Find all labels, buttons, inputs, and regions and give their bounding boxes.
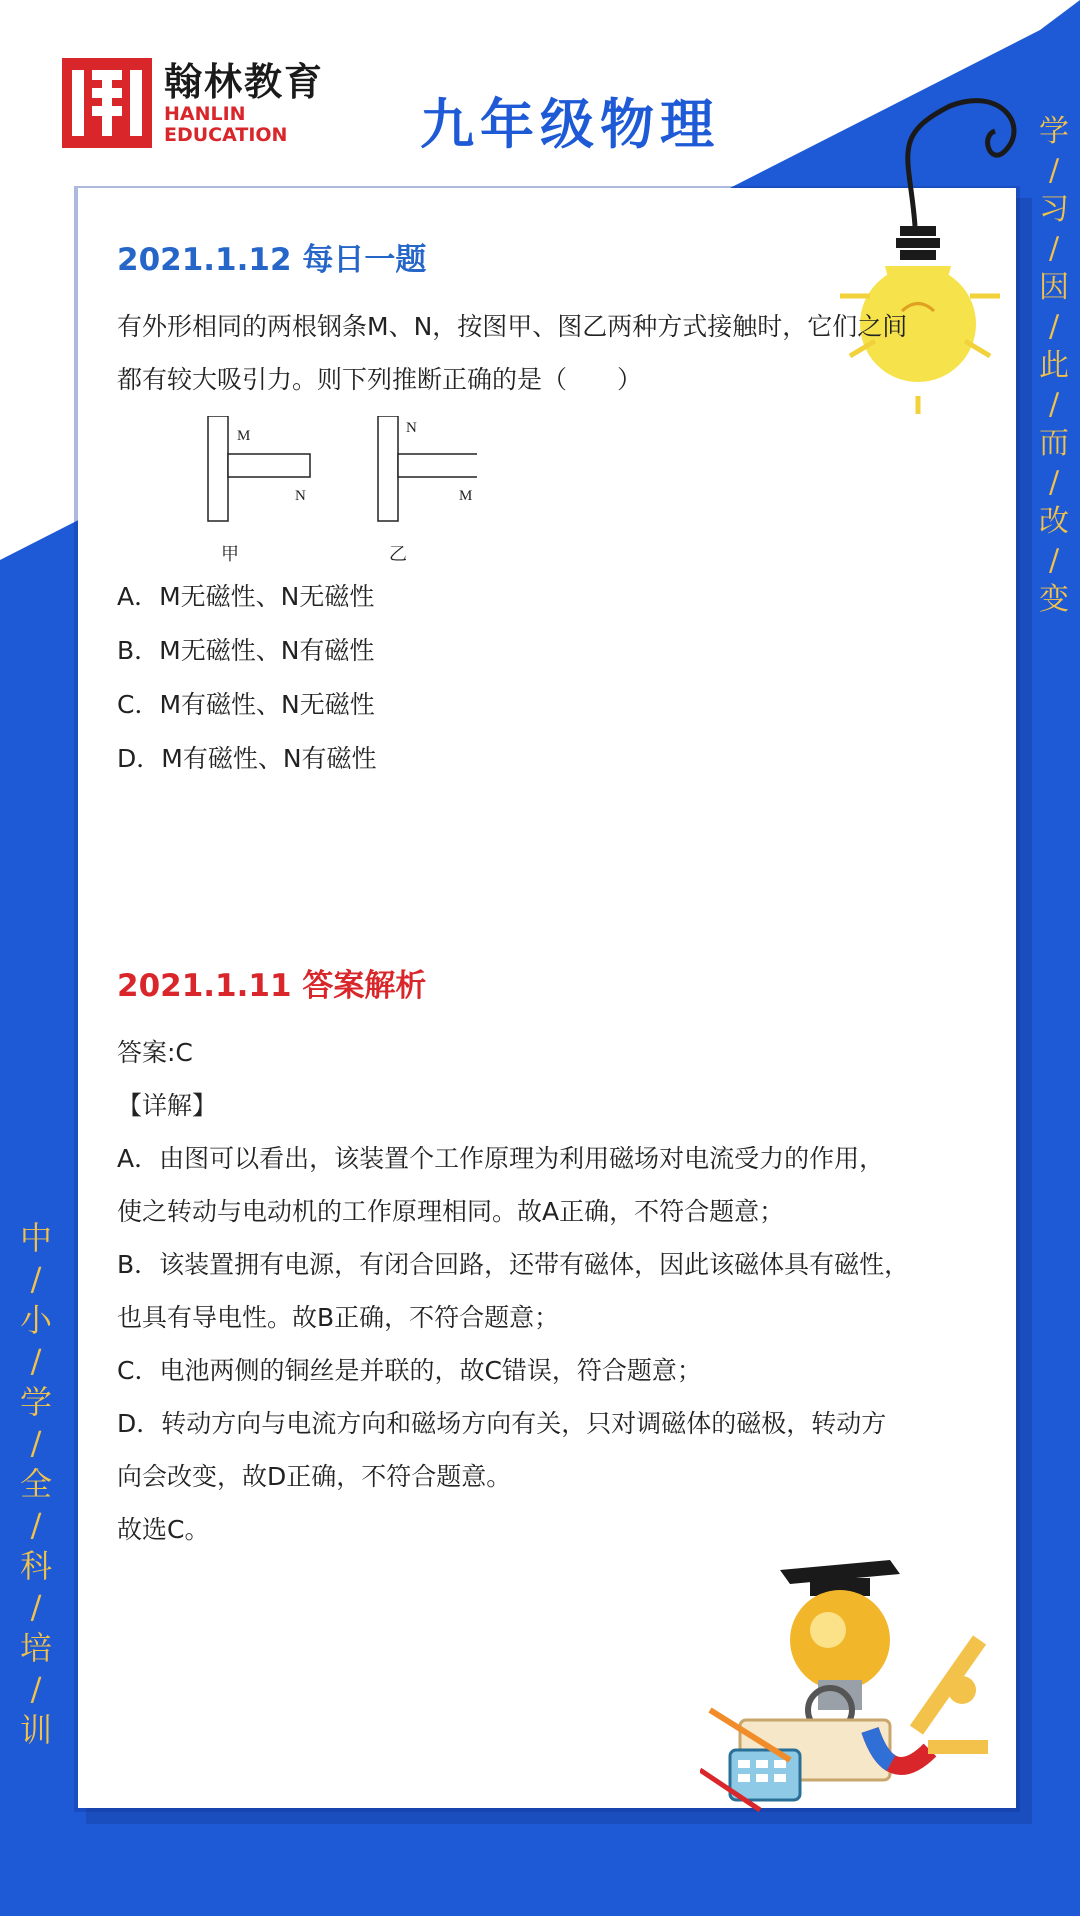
brand-logo <box>62 58 324 148</box>
explanation-line: A．由图可以看出，该装置个工作原理为利用磁场对电流受力的作用， <box>117 1144 885 1173</box>
slogan-char: 训 <box>19 1711 52 1749</box>
option-d: D．M有磁性、N有磁性 <box>117 744 377 773</box>
answer-line: 答案:C <box>117 1038 193 1067</box>
magnet-figure <box>117 416 977 566</box>
detail-label: 【详解】 <box>117 1091 218 1120</box>
slogan-sep: / <box>30 1588 42 1626</box>
question-stem-line: 都有较大吸引力。则下列推断正确的是（ ） <box>117 365 643 394</box>
option-b: B．M无磁性、N有磁性 <box>117 636 375 665</box>
slogan-char: 全 <box>19 1465 52 1503</box>
question-heading: 2021.1.12 每日一题 <box>117 242 427 278</box>
fig-left-top-label: M <box>237 428 251 444</box>
slogan-char: 科 <box>19 1547 52 1585</box>
main-content <box>117 238 977 1556</box>
slogan-char: 学 <box>1039 114 1069 149</box>
option-c: C．M有磁性、N无磁性 <box>117 690 375 719</box>
slogan-sep: / <box>30 1424 42 1462</box>
explanation-line: B．该装置拥有电源，有闭合回路，还带有磁体，因此该磁体具有磁性， <box>117 1250 910 1279</box>
fig-right-end-label: M <box>459 488 473 504</box>
slogan-char: 习 <box>1039 192 1069 227</box>
explanation-line: D．转动方向与电流方向和磁场方向有关，只对调磁体的磁极，转动方 <box>117 1409 887 1438</box>
fig-right-caption: 乙 <box>389 544 407 565</box>
explanation-line: 也具有导电性。故B正确，不符合题意； <box>117 1303 560 1332</box>
fig-left-caption: 甲 <box>221 544 239 565</box>
explanation-line: 故选C。 <box>117 1515 210 1544</box>
slogan-char: 因 <box>1039 270 1069 305</box>
slogan-char: 学 <box>19 1383 52 1421</box>
side-slogan-right <box>1036 112 1072 619</box>
explanation-line: 向会改变，故D正确，不符合题意。 <box>117 1462 512 1491</box>
slogan-sep: / <box>30 1260 42 1298</box>
question-stem-line: 有外形相同的两根钢条M、N，按图甲、图乙两种方式接触时，它们之间 <box>117 312 908 341</box>
slogan-char: 培 <box>19 1629 52 1667</box>
slogan-char: 此 <box>1039 348 1069 383</box>
slogan-char: 中 <box>19 1219 52 1257</box>
school-supplies-illustration <box>700 1560 1020 1820</box>
fig-left-end-label: N <box>295 488 306 504</box>
slogan-sep: / <box>1048 543 1060 578</box>
slogan-sep: / <box>1048 387 1060 422</box>
fig-right-top-label: N <box>406 420 417 436</box>
answer-heading: 2021.1.11 答案解析 <box>117 968 427 1004</box>
brand-name-en-1: HANLIN <box>164 103 246 125</box>
slogan-char: 变 <box>1039 582 1069 617</box>
explanation-line: 使之转动与电动机的工作原理相同。故A正确，不符合题意； <box>117 1197 785 1226</box>
explanation-line: C．电池两侧的铜丝是并联的，故C错误，符合题意； <box>117 1356 702 1385</box>
slogan-sep: / <box>1048 231 1060 266</box>
brand-name-cn: 翰林教育 <box>164 60 325 104</box>
slogan-sep: / <box>30 1506 42 1544</box>
slogan-sep: / <box>1048 309 1060 344</box>
slogan-sep: / <box>1048 465 1060 500</box>
option-a: A．M无磁性、N无磁性 <box>117 582 375 611</box>
brand-name-en-2: EDUCATION <box>164 124 288 146</box>
slogan-sep: / <box>30 1342 42 1380</box>
steel-bars-diagram <box>117 416 477 566</box>
side-slogan-left <box>18 1218 54 1751</box>
slogan-sep: / <box>1048 153 1060 188</box>
logo-mark-icon <box>62 58 152 148</box>
slogan-sep: / <box>30 1670 42 1708</box>
slogan-char: 改 <box>1039 504 1069 539</box>
page-title: 九年级物理 <box>420 93 720 156</box>
slogan-char: 而 <box>1039 426 1069 461</box>
slogan-char: 小 <box>19 1301 52 1339</box>
